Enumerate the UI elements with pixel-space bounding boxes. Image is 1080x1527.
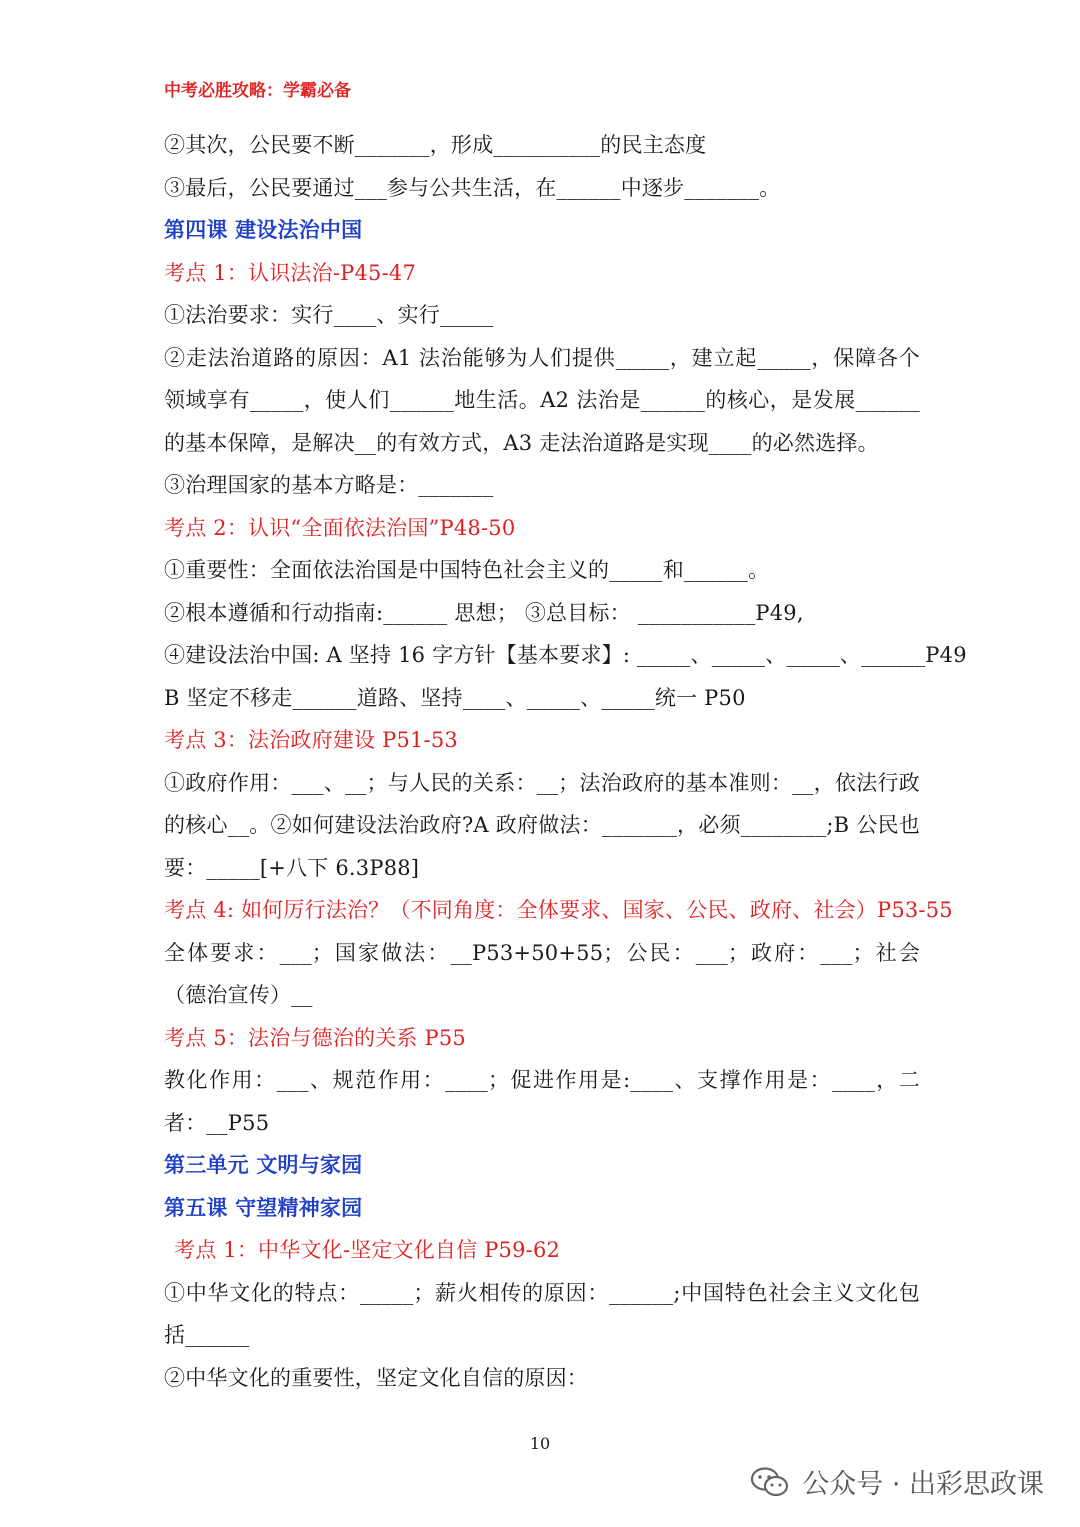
text-line: ①法治要求：实行____、实行_____ [164, 303, 494, 327]
text-paragraph: 全体要求：___；国家做法：__P53+50+55；公民：___；政府：___；社会（德治宣传）__ [164, 940, 920, 1007]
text-line: ②根本遵循和行动指南:______ 思想； ③总目标： ___________P49, [164, 600, 804, 625]
lesson-heading: 第五课 守望精神家园 [164, 1194, 363, 1220]
unit-heading: 第三单元 文明与家园 [164, 1152, 363, 1177]
text-line: ③最后，公民要通过___参与公共生活，在______中逐步_______。 [164, 175, 781, 200]
exam-point-heading: 考点 5：法治与德治的关系 P55 [164, 1025, 466, 1050]
document-body [164, 124, 967, 1399]
exam-point-heading: 考点 3：法治政府建设 P51-53 [164, 728, 458, 752]
text-line: ①重要性：全面依法治国是中国特色社会主义的_____和______。 [164, 558, 770, 582]
text-line: ②中华文化的重要性，坚定文化自信的原因： [164, 1365, 588, 1390]
watermark-text: 公众号 · 出彩思政课 [802, 1469, 1044, 1500]
exam-point-heading: 考点 1：认识法治-P45-47 [164, 260, 417, 285]
text-line: B 坚定不移走______道路、坚持____、_____、_____统一 P50 [164, 685, 746, 710]
lesson-heading: 第四课 建设法治中国 [164, 217, 363, 242]
wechat-watermark [750, 1462, 1044, 1501]
text-paragraph: ①中华文化的特点：_____；薪火相传的原因：______;中国特色社会主义文化包括______ [164, 1280, 920, 1347]
text-line: ④建设法治中国: A 坚持 16 字方针【基本要求】: _____、_____、_____、______P49 [164, 643, 967, 667]
text-paragraph: 教化作用：___、规范作用：____；促进作用是:____、支撑作用是：____，二者：__P55 [164, 1068, 920, 1135]
page-header: 中考必胜攻略：学霸必备 [164, 81, 351, 101]
text-line: ②其次，公民要不断_______，形成__________的民主态度 [164, 133, 707, 157]
text-line: ③治理国家的基本方略是：_______ [164, 473, 494, 497]
wechat-icon [750, 1466, 790, 1498]
exam-point-heading: 考点 4: 如何厉行法治？（不同角度：全体要求、国家、公民、政府、社会）P53-55 [164, 898, 953, 922]
page-number: 10 [529, 1434, 551, 1453]
exam-point-heading: 考点 1：中华文化-坚定文化自信 P59-62 [174, 1238, 561, 1262]
text-paragraph: ①政府作用：___、__；与人民的关系：__；法治政府的基本准则：__，依法行政的核心__。②如何建设法治政府?A 政府做法：_______，必须________;B 公民也要：_____[+八下 6.3P88] [164, 770, 920, 880]
text-paragraph: ②走法治道路的原因：A1 法治能够为人们提供_____，建立起_____，保障各个领域享有_____，使人们______地生活。A2 法治是______的核心，是发展______的基本保障，是解决__的有效方式，A3 走法治道路是实现____的必然选择。 [164, 345, 920, 455]
exam-point-heading: 考点 2：认识“全面依法治国”P48-50 [164, 515, 516, 540]
